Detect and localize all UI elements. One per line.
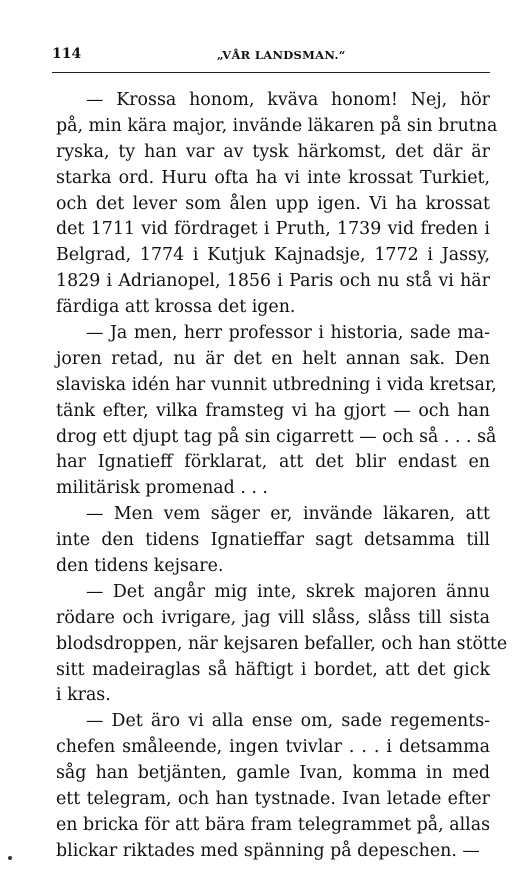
text-line: såg han betjänten, gamle Ivan, komma in med: [56, 763, 490, 784]
text-line: och det lever som ålen upp igen. Vi ha krossat: [56, 193, 490, 214]
text-line: joren retad, nu är det en helt annan sak. Den: [56, 348, 490, 369]
text-line: på, min kära major, invände läkaren på sin brutna: [56, 115, 498, 136]
text-line: inte den tidens Ignatieffar sagt detsamma till: [56, 530, 490, 551]
page-header: [52, 46, 490, 66]
text-line: den tidens kejsare.: [56, 556, 224, 577]
text-line: rödare och ivrigare, jag vill slåss, slåss till sista: [56, 607, 490, 628]
margin-speck: [8, 856, 12, 860]
text-line: 1829 i Adrianopel, 1856 i Paris och nu stå vi här: [56, 271, 490, 292]
body-text: [56, 88, 508, 865]
text-line: — Det äro vi alla ense om, sade regements-: [86, 711, 490, 732]
text-line: militärisk promenad . . .: [56, 478, 268, 499]
text-line: — Det angår mig inte, skrek majoren ännu: [86, 581, 490, 602]
text-line: — Ja men, herr professor i historia, sade ma-: [86, 323, 490, 344]
text-line: färdiga att krossa det igen.: [56, 297, 296, 318]
text-line: det 1711 vid fördraget i Pruth, 1739 vid freden i: [56, 219, 490, 240]
text-line: ett telegram, och han tystnade. Ivan letade efter: [56, 789, 490, 810]
running-title: „VÅR LANDSMAN.“: [217, 48, 346, 62]
text-line: ryska, ty han var av tysk härkomst, det där är: [56, 141, 490, 162]
text-line: i kras.: [56, 685, 111, 706]
text-line: blodsdroppen, när kejsaren befaller, och han stötte: [56, 633, 508, 654]
text-line: — Krossa honom, kväva honom! Nej, hör: [86, 90, 490, 110]
text-line: drog ett djupt tag på sin cigarrett — och så . . . så: [56, 426, 497, 447]
header-rule: [52, 72, 490, 73]
text-line: tänk efter, vilka framsteg vi ha gjort — och han: [56, 400, 490, 421]
text-line: har Ignatieff förklarat, att det blir endast en: [56, 452, 490, 473]
text-line: starka ord. Huru ofta ha vi inte krossat Turkiet,: [56, 167, 490, 188]
page-number: 114: [52, 46, 82, 62]
text-line: chefen småleende, ingen tvivlar . . . i detsamma: [56, 737, 490, 758]
text-line: — Men vem säger er, invände läkaren, att: [86, 504, 490, 525]
text-line: blickar riktades med spänning på depeschen. —: [56, 840, 480, 861]
text-line: Belgrad, 1774 i Kutjuk Kajnadsje, 1772 i Jassy,: [56, 245, 490, 266]
text-line: slaviska idén har vunnit utbredning i vida kretsar,: [56, 374, 497, 395]
text-line: sitt madeiraglas så häftigt i bordet, att det gick: [56, 659, 490, 680]
text-line: en bricka för att bära fram telegrammet på, allas: [56, 814, 490, 835]
